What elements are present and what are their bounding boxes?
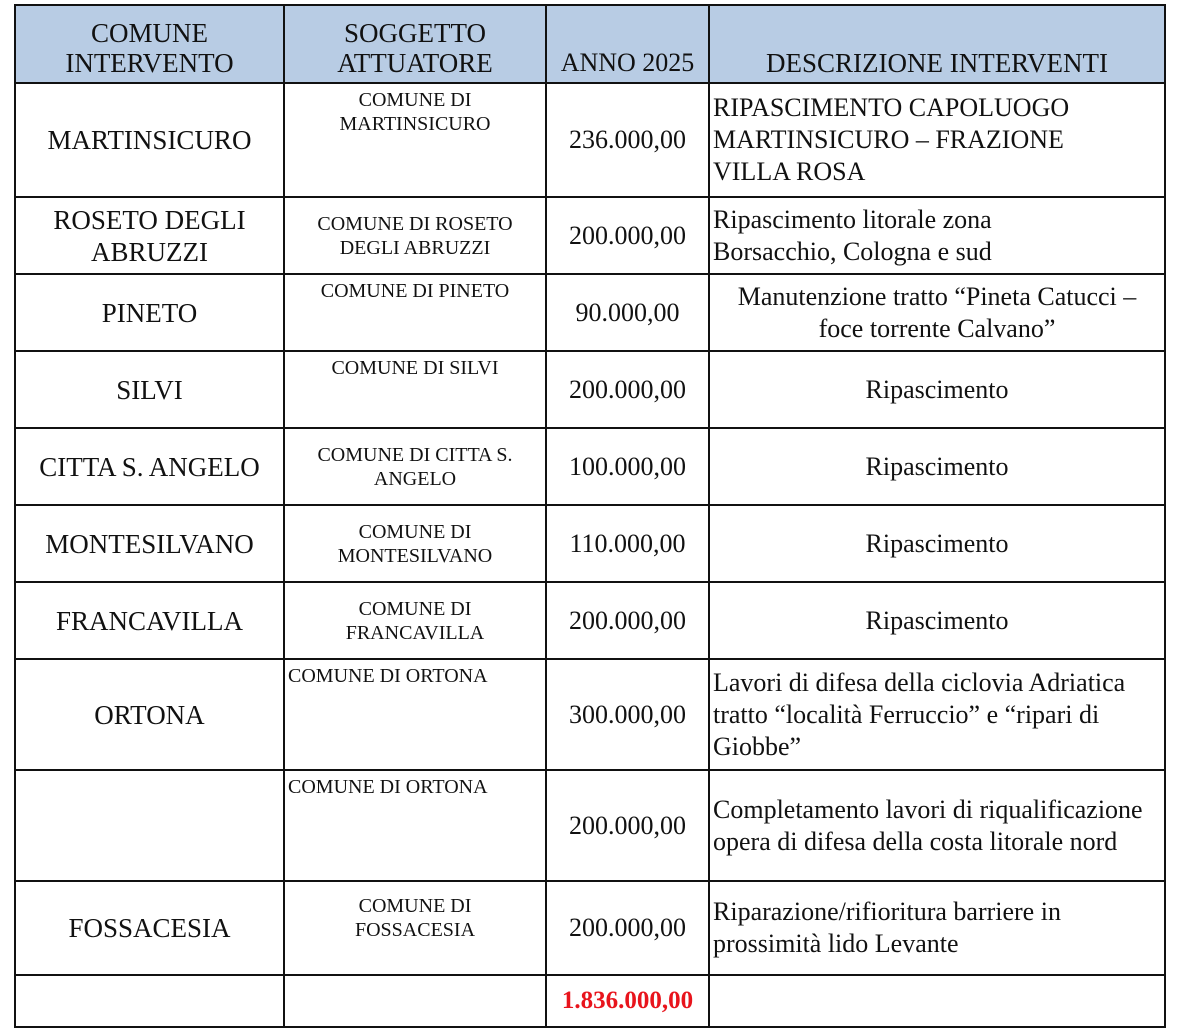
cell-descrizione: Manutenzione tratto “Pineta Catucci – foce torrente Calvano” xyxy=(709,274,1165,351)
cell-soggetto: COMUNE DI FRANCAVILLA xyxy=(284,582,546,659)
cell-soggetto: COMUNE DI ROSETO DEGLI ABRUZZI xyxy=(284,197,546,274)
table-row xyxy=(15,505,1165,582)
cell-descrizione: Ripascimento xyxy=(709,505,1165,582)
total-amount: 1.836.000,00 xyxy=(546,975,709,1027)
cell-anno: 200.000,00 xyxy=(546,770,709,881)
cell-soggetto: COMUNE DI ORTONA xyxy=(284,770,546,881)
cell-soggetto: COMUNE DI FOSSACESIA xyxy=(284,881,546,975)
table-row xyxy=(15,83,1165,197)
cell-comune: ORTONA xyxy=(15,659,284,770)
total-empty-comune xyxy=(15,975,284,1027)
cell-comune: FOSSACESIA xyxy=(15,881,284,975)
cell-comune: MONTESILVANO xyxy=(15,505,284,582)
cell-descrizione: RIPASCIMENTO CAPOLUOGO MARTINSICURO – FRAZIONE VILLA ROSA xyxy=(709,83,1165,197)
cell-descrizione: Riparazione/rifioritura barriere in prossimità lido Levante xyxy=(709,881,1165,975)
cell-comune: FRANCAVILLA xyxy=(15,582,284,659)
cell-anno: 90.000,00 xyxy=(546,274,709,351)
cell-anno: 200.000,00 xyxy=(546,881,709,975)
cell-descrizione: Ripascimento xyxy=(709,428,1165,505)
table-row xyxy=(15,428,1165,505)
cell-soggetto: COMUNE DI SILVI xyxy=(284,351,546,428)
cell-comune: CITTA S. ANGELO xyxy=(15,428,284,505)
cell-descrizione: Ripascimento litorale zona Borsacchio, Cologna e sud xyxy=(709,197,1165,274)
header-descrizione: DESCRIZIONE INTERVENTI xyxy=(709,5,1165,83)
header-anno: ANNO 2025 xyxy=(546,5,709,83)
cell-descrizione: Lavori di difesa della ciclovia Adriatica tratto “località Ferruccio” e “ripari di Giobbe” xyxy=(709,659,1165,770)
table-row xyxy=(15,197,1165,274)
header-comune: COMUNE INTERVENTO xyxy=(15,5,284,83)
cell-anno: 110.000,00 xyxy=(546,505,709,582)
total-row xyxy=(15,975,1165,1027)
cell-comune: ROSETO DEGLI ABRUZZI xyxy=(15,197,284,274)
total-empty-descrizione xyxy=(709,975,1165,1027)
cell-anno: 300.000,00 xyxy=(546,659,709,770)
cell-comune: MARTINSICURO xyxy=(15,83,284,197)
cell-soggetto: COMUNE DI MARTINSICURO xyxy=(284,83,546,197)
cell-comune: SILVI xyxy=(15,351,284,428)
table-row xyxy=(15,659,1165,770)
table-row xyxy=(15,582,1165,659)
cell-soggetto: COMUNE DI CITTA S. ANGELO xyxy=(284,428,546,505)
table-row xyxy=(15,770,1165,881)
cell-soggetto: COMUNE DI MONTESILVANO xyxy=(284,505,546,582)
table-row xyxy=(15,274,1165,351)
table-row xyxy=(15,351,1165,428)
cell-soggetto: COMUNE DI PINETO xyxy=(284,274,546,351)
interventions-table xyxy=(14,4,1166,1028)
cell-anno: 100.000,00 xyxy=(546,428,709,505)
cell-descrizione: Ripascimento xyxy=(709,351,1165,428)
cell-descrizione: Ripascimento xyxy=(709,582,1165,659)
cell-anno: 200.000,00 xyxy=(546,197,709,274)
cell-comune xyxy=(15,770,284,881)
total-empty-soggetto xyxy=(284,975,546,1027)
cell-descrizione: Completamento lavori di riqualificazione opera di difesa della costa litorale nord xyxy=(709,770,1165,881)
cell-anno: 200.000,00 xyxy=(546,582,709,659)
header-row xyxy=(15,5,1165,83)
cell-soggetto: COMUNE DI ORTONA xyxy=(284,659,546,770)
cell-anno: 236.000,00 xyxy=(546,83,709,197)
header-soggetto: SOGGETTO ATTUATORE xyxy=(284,5,546,83)
cell-anno: 200.000,00 xyxy=(546,351,709,428)
table-row xyxy=(15,881,1165,975)
cell-comune: PINETO xyxy=(15,274,284,351)
